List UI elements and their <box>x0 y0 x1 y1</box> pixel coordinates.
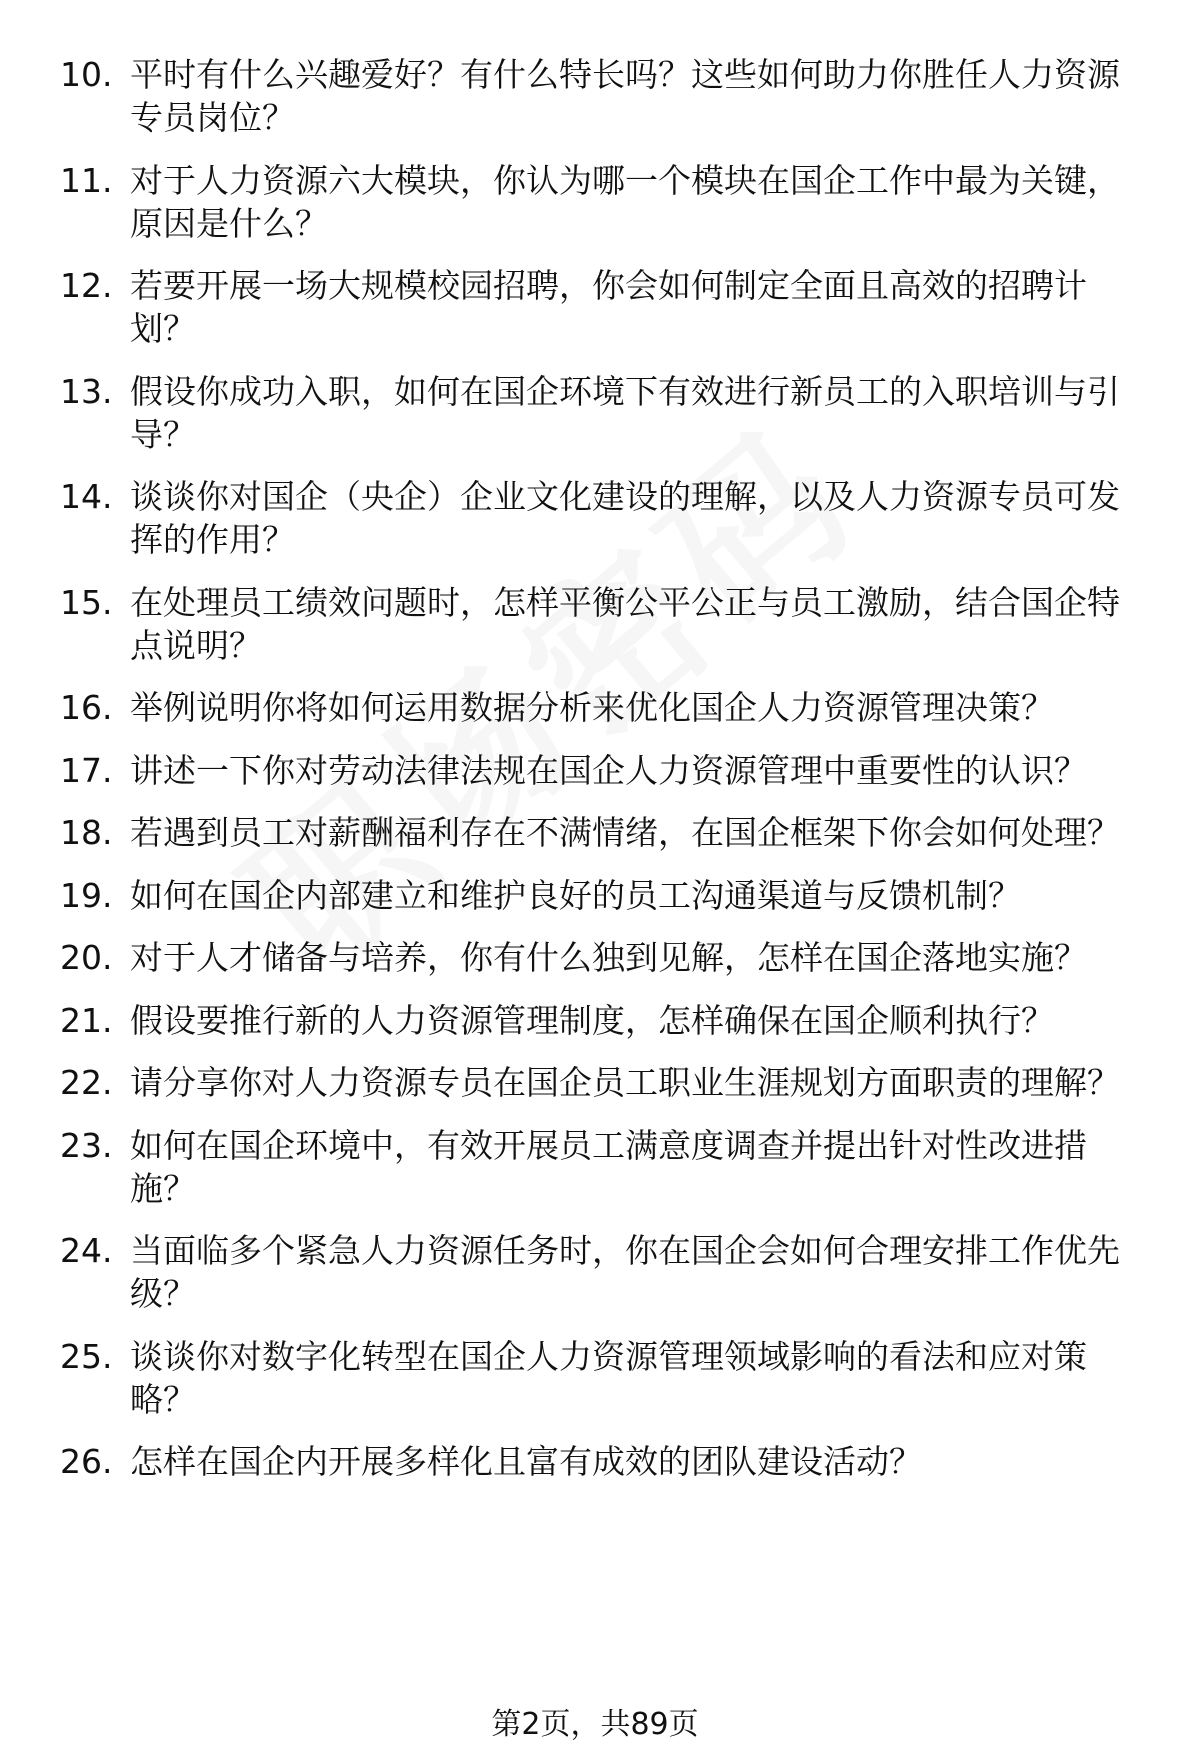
list-item <box>60 475 1150 561</box>
item-text: 平时有什么兴趣爱好？有什么特长吗？这些如何助力你胜任人力资源专员岗位？ <box>130 55 1120 137</box>
item-number: 19. <box>60 875 113 915</box>
item-number: 22. <box>60 1063 113 1102</box>
item-text: 在处理员工绩效问题时，怎样平衡公平公正与员工激励，结合国企特点说明？ <box>130 582 1120 665</box>
item-number: 15. <box>60 582 113 622</box>
item-text: 对于人力资源六大模块，你认为哪一个模块在国企工作中最为关键，原因是什么？ <box>130 160 1120 243</box>
item-number: 26. <box>60 1442 113 1481</box>
item-text: 若要开展一场大规模校园招聘，你会如何制定全面且高效的招聘计划？ <box>130 266 1087 348</box>
item-text: 如何在国企环境中，有效开展员工满意度调查并提出针对性改进措施？ <box>130 1125 1087 1208</box>
list-item <box>60 874 1150 917</box>
page-number: 第2页，共89页 <box>491 1707 699 1742</box>
list-item <box>60 1229 1150 1315</box>
page-footer <box>0 1705 1190 1745</box>
list-item <box>60 264 1150 350</box>
item-number: 13. <box>60 371 113 411</box>
list-item <box>60 581 1150 667</box>
item-text: 如何在国企内部建立和维护良好的员工沟通渠道与反馈机制？ <box>130 875 1021 915</box>
list-item <box>60 1440 1150 1483</box>
item-number: 10. <box>60 55 113 94</box>
item-text: 怎样在国企内开展多样化且富有成效的团队建设活动？ <box>130 1442 922 1481</box>
item-text: 讲述一下你对劳动法律法规在国企人力资源管理中重要性的认识？ <box>130 750 1087 790</box>
list-item <box>60 1335 1150 1421</box>
item-number: 24. <box>60 1231 113 1270</box>
item-text: 请分享你对人力资源专员在国企员工职业生涯规划方面职责的理解？ <box>130 1063 1120 1102</box>
list-item <box>60 749 1150 792</box>
item-number: 21. <box>60 1000 113 1040</box>
list-item <box>60 686 1150 729</box>
item-text: 对于人才储备与培养，你有什么独到见解，怎样在国企落地实施？ <box>130 938 1087 977</box>
item-text: 当面临多个紧急人力资源任务时，你在国企会如何合理安排工作优先级？ <box>130 1231 1120 1313</box>
item-number: 11. <box>60 160 113 200</box>
item-text: 假设你成功入职，如何在国企环境下有效进行新员工的入职培训与引导？ <box>130 371 1120 454</box>
question-list <box>60 53 1150 1503</box>
item-text: 若遇到员工对薪酬福利存在不满情绪，在国企框架下你会如何处理？ <box>130 813 1120 852</box>
item-text: 谈谈你对数字化转型在国企人力资源管理领域影响的看法和应对策略？ <box>130 1336 1087 1419</box>
item-number: 20. <box>60 938 113 977</box>
list-item <box>60 936 1150 979</box>
list-item <box>60 370 1150 456</box>
item-number: 12. <box>60 266 113 305</box>
list-item <box>60 159 1150 245</box>
list-item <box>60 999 1150 1042</box>
item-text: 谈谈你对国企（央企）企业文化建设的理解，以及人力资源专员可发挥的作用？ <box>130 477 1120 559</box>
item-number: 16. <box>60 688 113 727</box>
item-number: 25. <box>60 1336 113 1376</box>
item-number: 18. <box>60 813 113 852</box>
list-item <box>60 1124 1150 1210</box>
list-item <box>60 811 1150 854</box>
item-text: 假设要推行新的人力资源管理制度，怎样确保在国企顺利执行？ <box>130 1000 1054 1040</box>
list-item <box>60 1061 1150 1104</box>
item-number: 14. <box>60 477 113 516</box>
item-number: 17. <box>60 750 113 790</box>
list-item <box>60 53 1150 139</box>
item-text: 举例说明你将如何运用数据分析来优化国企人力资源管理决策？ <box>130 688 1054 727</box>
item-number: 23. <box>60 1125 113 1165</box>
